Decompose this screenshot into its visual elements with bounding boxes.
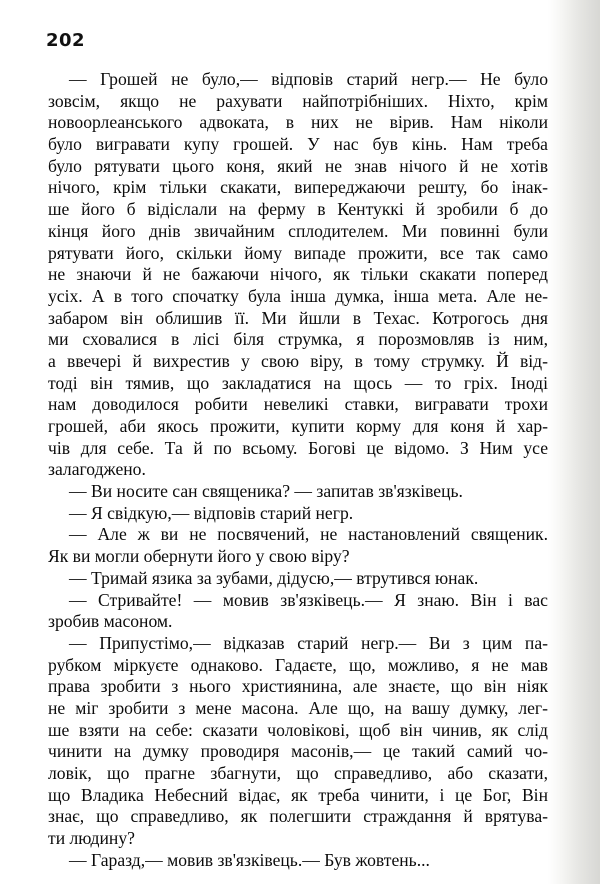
text-line: рубком міркуєте однаково. Гадаєте, що, можливо, я не мав: [48, 654, 548, 675]
text-line: — Гаразд,— мовив зв'язківець.— Був жовтень...: [69, 849, 430, 870]
text-line: ми сховалися в лісі біля струмка, я порозмовляв із ним,: [48, 329, 548, 350]
text-line: рятувати його, скільки йому випаде прожити, все так само: [48, 242, 548, 263]
text-line: чів для себе. Та й по всьому. Богові це відомо. З Ним усе: [48, 437, 548, 458]
text-line: не міг зробити з мене масона. Але що, на вашу думку, лег-: [48, 697, 548, 718]
text-line: ловік, що прагне збагнути, що справедливо, або сказати,: [48, 763, 548, 783]
text-line: — Тримай язика за зубами, дідусю,— втрутився юнак.: [69, 567, 479, 588]
text-line: чинити на думку проводиря масонів,— це такий самий чо-: [48, 741, 548, 762]
text-line: Як ви могли обернути його у свою віру?: [48, 546, 350, 567]
text-line: було рятувати цього коня, який не знав нічого й не хотів: [48, 155, 548, 176]
text-line: забаром він облишив її. Ми йшли в Техас. Котрогось дня: [48, 307, 548, 328]
text-line: — Припустімо,— відказав старий негр.— Ви з цим па-: [69, 632, 548, 653]
text-line: — Стривайте! — мовив зв'язківець.— Я знаю. Він і вас: [69, 589, 548, 610]
text-line: знає, що справедливо, як полегшити страждання й врятува-: [48, 806, 548, 827]
text-line: залагоджено.: [48, 459, 146, 480]
text-line: — Грошей не було,— відповів старий негр.— Не було: [69, 69, 548, 89]
text-line: а ввечері й вихрестив у свою віру, в тому струмку. Й від-: [48, 350, 548, 371]
text-line: новоорлеанського адвоката, в них не вірив. Нам ніколи: [48, 112, 548, 133]
text-line: кінця його днів звичайним сплодителем. Ми повинні були: [48, 220, 548, 241]
text-line: тоді він тямив, що закладатися на щось — то гріх. Іноді: [48, 372, 548, 393]
text-line: зовсім, якщо не рахувати найпотрібніших. Ніхто, крім: [48, 90, 548, 111]
text-line: ше взяти на себе: сказати чоловікові, щоб він чинив, як слід: [48, 719, 548, 740]
text-line: — Але ж ви не посвячений, не настановлений священик.: [69, 524, 548, 545]
text-line: ше його б відіслали на ферму в Кентуккі й зробили б до: [48, 199, 548, 220]
page-edge-shadow: [548, 0, 600, 884]
text-block: [48, 69, 548, 871]
text-line: зробив масоном.: [48, 611, 173, 632]
text-line: грошей, аби якось прожити, купити корму для коня й хар-: [48, 416, 548, 436]
text-line: було вигравати купу грошей. У нас був кінь. Нам треба: [48, 134, 548, 155]
text-line: не знаючи й не бажаючи нічого, як тільки скакати поперед: [48, 264, 548, 285]
text-line: усіх. А в того спочатку була інша думка, інша мета. Але не-: [48, 285, 548, 306]
text-line: — Я свідкую,— відповів старий негр.: [69, 502, 354, 523]
page-number: 202: [46, 30, 86, 51]
text-line: ти людину?: [48, 828, 135, 849]
text-line: — Ви носите сан священика? — запитав зв'язківець.: [69, 481, 463, 502]
text-line: що Владика Небесний відає, як треба чинити, і це Бог, Він: [48, 784, 548, 805]
text-line: права зробити з нього християнина, але знаєте, що він ніяк: [48, 676, 548, 697]
text-line: нам доводилося робити невеликі ставки, вигравати трохи: [48, 394, 548, 415]
text-line: нічого, крім тільки скакати, випереджаючи решту, бо інак-: [48, 177, 548, 198]
